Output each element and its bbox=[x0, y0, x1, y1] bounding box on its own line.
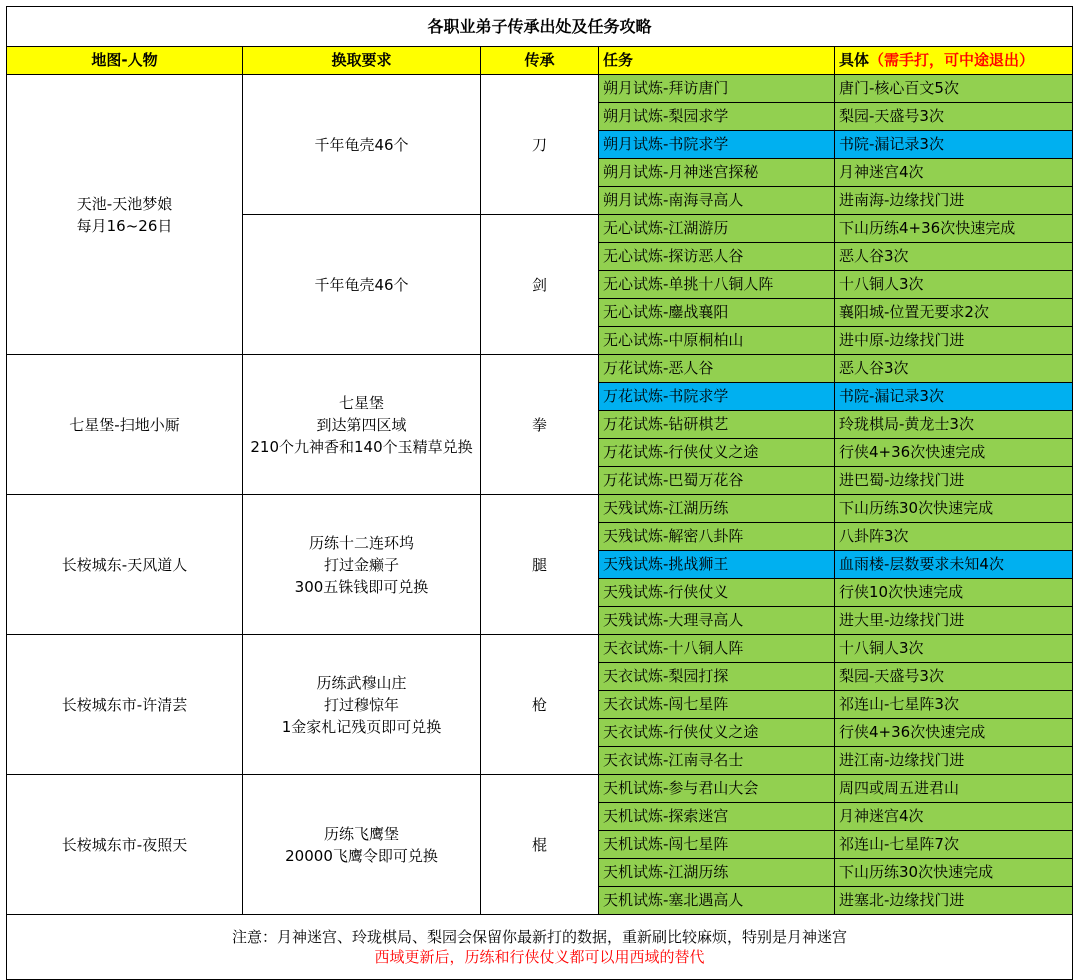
task-cell: 天衣试炼-江南寻名士 bbox=[599, 747, 835, 775]
requirement-cell bbox=[243, 635, 481, 775]
requirement-line: 20000飞鹰令即可兑换 bbox=[285, 846, 438, 865]
note-line-1: 注意：月神迷宫、玲珑棋局、梨园会保留你最新打的数据，重新刷比较麻烦，特别是月神迷宫 bbox=[232, 928, 848, 946]
header-inheritance: 传承 bbox=[481, 47, 599, 75]
task-cell: 天衣试炼-闯七星阵 bbox=[599, 691, 835, 719]
inheritance-cell: 棍 bbox=[481, 775, 599, 915]
requirement-line: 历练十二连环坞 bbox=[308, 533, 414, 552]
detail-cell: 月神迷宫4次 bbox=[835, 803, 1073, 831]
header-requirement: 换取要求 bbox=[243, 47, 481, 75]
requirement-line: 千年龟壳46个 bbox=[314, 135, 409, 154]
task-cell: 无心试炼-中原桐柏山 bbox=[599, 327, 835, 355]
task-cell: 天机试炼-江湖历练 bbox=[599, 859, 835, 887]
detail-cell: 玲珑棋局-黄龙士3次 bbox=[835, 411, 1073, 439]
detail-cell: 梨园-天盛号3次 bbox=[835, 663, 1073, 691]
guide-table bbox=[6, 6, 1073, 980]
detail-cell: 祁连山-七星阵3次 bbox=[835, 691, 1073, 719]
detail-cell: 八卦阵3次 bbox=[835, 523, 1073, 551]
table-row bbox=[7, 635, 1073, 663]
task-cell: 天残试炼-大理寻高人 bbox=[599, 607, 835, 635]
place-line: 长桉城东市-夜照天 bbox=[61, 835, 188, 854]
detail-cell: 进巴蜀-边缘找门进 bbox=[835, 467, 1073, 495]
detail-cell: 十八铜人3次 bbox=[835, 635, 1073, 663]
requirement-line: 千年龟壳46个 bbox=[314, 275, 409, 294]
table-title: 各职业弟子传承出处及任务攻略 bbox=[7, 7, 1073, 47]
requirement-line: 300五铢钱即可兑换 bbox=[294, 577, 429, 596]
place-line: 长桉城东市-许清芸 bbox=[61, 695, 188, 714]
inheritance-cell: 拳 bbox=[481, 355, 599, 495]
inheritance-cell: 枪 bbox=[481, 635, 599, 775]
task-cell: 无心试炼-鏖战襄阳 bbox=[599, 299, 835, 327]
detail-cell: 月神迷宫4次 bbox=[835, 159, 1073, 187]
requirement-cell bbox=[243, 215, 481, 355]
header-detail-note: （需手打，可中途退出） bbox=[869, 51, 1035, 69]
task-cell: 天机试炼-探索迷宫 bbox=[599, 803, 835, 831]
task-cell: 天机试炼-塞北遇高人 bbox=[599, 887, 835, 915]
requirement-line: 打过穆惊年 bbox=[323, 695, 399, 714]
task-cell: 天机试炼-闯七星阵 bbox=[599, 831, 835, 859]
table-row bbox=[7, 775, 1073, 803]
detail-cell: 祁连山-七星阵7次 bbox=[835, 831, 1073, 859]
requirement-line: 历练飞鹰堡 bbox=[323, 824, 399, 843]
task-cell: 万花试炼-钻研棋艺 bbox=[599, 411, 835, 439]
place-cell bbox=[7, 75, 243, 355]
inheritance-cell: 刀 bbox=[481, 75, 599, 215]
detail-cell: 下山历练4+36次快速完成 bbox=[835, 215, 1073, 243]
requirement-line: 1金家札记残页即可兑换 bbox=[281, 717, 442, 736]
detail-cell: 血雨楼-层数要求未知4次 bbox=[835, 551, 1073, 579]
table-row bbox=[7, 495, 1073, 523]
task-cell: 万花试炼-书院求学 bbox=[599, 383, 835, 411]
place-line: 天池-天池梦娘 bbox=[76, 194, 173, 213]
detail-cell: 进江南-边缘找门进 bbox=[835, 747, 1073, 775]
requirement-line: 七星堡 bbox=[338, 393, 384, 412]
place-cell bbox=[7, 355, 243, 495]
detail-cell: 进大里-边缘找门进 bbox=[835, 607, 1073, 635]
task-cell: 万花试炼-巴蜀万花谷 bbox=[599, 467, 835, 495]
task-cell: 朔月试炼-南海寻高人 bbox=[599, 187, 835, 215]
table-row bbox=[7, 75, 1073, 103]
place-cell bbox=[7, 495, 243, 635]
detail-cell: 书院-漏记录3次 bbox=[835, 383, 1073, 411]
detail-cell: 书院-漏记录3次 bbox=[835, 131, 1073, 159]
detail-cell: 恶人谷3次 bbox=[835, 355, 1073, 383]
inheritance-cell: 腿 bbox=[481, 495, 599, 635]
place-line: 每月16~26日 bbox=[76, 216, 173, 235]
task-cell: 天残试炼-行侠仗义 bbox=[599, 579, 835, 607]
inheritance-cell: 剑 bbox=[481, 215, 599, 355]
task-cell: 无心试炼-江湖游历 bbox=[599, 215, 835, 243]
detail-cell: 行侠10次快速完成 bbox=[835, 579, 1073, 607]
detail-cell: 恶人谷3次 bbox=[835, 243, 1073, 271]
detail-cell: 十八铜人3次 bbox=[835, 271, 1073, 299]
task-cell: 朔月试炼-书院求学 bbox=[599, 131, 835, 159]
task-cell: 天衣试炼-行侠仗义之途 bbox=[599, 719, 835, 747]
task-cell: 朔月试炼-月神迷宫探秘 bbox=[599, 159, 835, 187]
header-map-person: 地图-人物 bbox=[7, 47, 243, 75]
note-line-2: 西域更新后，历练和行侠仗义都可以用西域的替代 bbox=[374, 948, 705, 966]
detail-cell: 唐门-核心百文5次 bbox=[835, 75, 1073, 103]
place-cell bbox=[7, 635, 243, 775]
requirement-line: 到达第四区域 bbox=[316, 415, 407, 434]
detail-cell: 进塞北-边缘找门进 bbox=[835, 887, 1073, 915]
task-cell: 朔月试炼-梨园求学 bbox=[599, 103, 835, 131]
place-cell bbox=[7, 775, 243, 915]
task-cell: 天残试炼-江湖历练 bbox=[599, 495, 835, 523]
table-row bbox=[7, 355, 1073, 383]
requirement-cell bbox=[243, 495, 481, 635]
place-line: 长桉城东-天风道人 bbox=[61, 555, 188, 574]
task-cell: 天衣试炼-十八铜人阵 bbox=[599, 635, 835, 663]
place-line: 七星堡-扫地小厮 bbox=[69, 415, 180, 434]
task-cell: 天残试炼-解密八卦阵 bbox=[599, 523, 835, 551]
detail-cell: 襄阳城-位置无要求2次 bbox=[835, 299, 1073, 327]
detail-cell: 行侠4+36次快速完成 bbox=[835, 719, 1073, 747]
requirement-cell bbox=[243, 75, 481, 215]
task-cell: 万花试炼-恶人谷 bbox=[599, 355, 835, 383]
requirement-line: 210个九神香和140个玉精草兑换 bbox=[250, 437, 473, 456]
requirement-line: 打过金癞子 bbox=[323, 555, 399, 574]
header-task: 任务 bbox=[599, 47, 835, 75]
requirement-line: 历练武穆山庄 bbox=[316, 673, 407, 692]
task-cell: 无心试炼-单挑十八铜人阵 bbox=[599, 271, 835, 299]
detail-cell: 周四或周五进君山 bbox=[835, 775, 1073, 803]
detail-cell: 下山历练30次快速完成 bbox=[835, 495, 1073, 523]
task-cell: 朔月试炼-拜访唐门 bbox=[599, 75, 835, 103]
task-cell: 天衣试炼-梨园打探 bbox=[599, 663, 835, 691]
detail-cell: 进南海-边缘找门进 bbox=[835, 187, 1073, 215]
detail-cell: 行侠4+36次快速完成 bbox=[835, 439, 1073, 467]
task-cell: 天残试炼-挑战狮王 bbox=[599, 551, 835, 579]
detail-cell: 梨园-天盛号3次 bbox=[835, 103, 1073, 131]
task-cell: 无心试炼-探访恶人谷 bbox=[599, 243, 835, 271]
task-cell: 万花试炼-行侠仗义之途 bbox=[599, 439, 835, 467]
requirement-cell bbox=[243, 775, 481, 915]
task-cell: 天机试炼-参与君山大会 bbox=[599, 775, 835, 803]
header-detail bbox=[835, 47, 1073, 75]
header-detail-label: 具体 bbox=[839, 51, 870, 69]
detail-cell: 下山历练30次快速完成 bbox=[835, 859, 1073, 887]
detail-cell: 进中原-边缘找门进 bbox=[835, 327, 1073, 355]
requirement-cell bbox=[243, 355, 481, 495]
